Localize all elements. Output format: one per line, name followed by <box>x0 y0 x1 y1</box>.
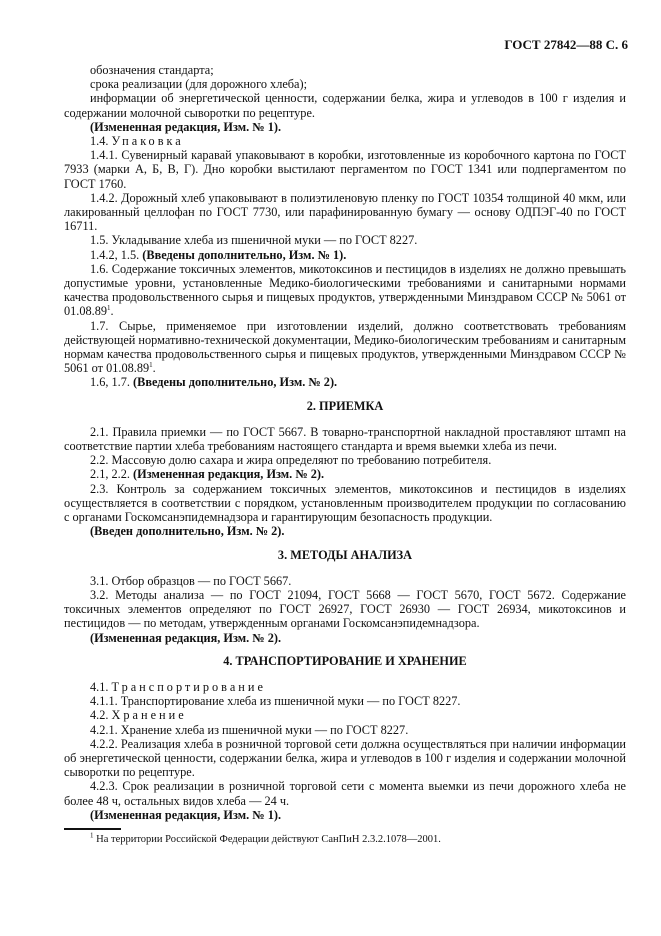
section-heading: 4. ТРАНСПОРТИРОВАНИЕ И ХРАНЕНИЕ <box>223 653 467 668</box>
paragraph <box>64 233 626 247</box>
paragraph <box>64 588 626 631</box>
paragraph <box>64 708 626 722</box>
footnote <box>64 833 626 846</box>
clause-number: 1.4. <box>90 134 109 149</box>
clause-number: 1.6, 1.7. <box>90 375 130 390</box>
paragraph <box>64 808 626 822</box>
document-body <box>64 63 626 822</box>
paragraph <box>64 723 626 737</box>
paragraph-text: 4.2.3. Срок реализации в розничной торговой сети с момента выемки из печи дорожного хлеба не более 48 ч, остальных видов хлеба — 24 ч. <box>64 779 626 808</box>
page-flow <box>64 63 626 846</box>
paragraph-text: 2.1. Правила приемки — по ГОСТ 5667. В товарно-транспортной накладной проставляют штамп на соответствие партии хлеба требованиям настоящего стандарта и время выемки хлеба из печи. <box>64 424 626 454</box>
footnote-mark: 1 <box>90 831 94 840</box>
paragraph <box>64 425 626 453</box>
paragraph <box>64 482 626 525</box>
paragraph-text: 3.1. Отбор образцов — по ГОСТ 5667. <box>90 573 292 588</box>
paragraph <box>64 779 626 807</box>
paragraph-tail: . <box>152 361 156 376</box>
paragraph <box>64 191 626 234</box>
paragraph-text: информации об энергетической ценности, содержании белка, жира и углеводов в 100 г изделия и содержании молочной сыворотки по рецептуре. <box>64 91 626 120</box>
paragraph <box>64 453 626 467</box>
paragraph <box>64 467 626 481</box>
amendment-note: (Измененная редакция, Изм. № 2). <box>90 630 282 645</box>
paragraph-text: 1.6. Содержание токсичных элементов, микотоксинов и пестицидов в изделиях не должно превышать допустимые уровни, установленные Медико-биологическими требованиями и санитарными нормами качества продовольственного сырья и пищевых продуктов, утвержденными Минздравом СССР № 5061 от 01.08.89 <box>64 261 626 319</box>
paragraph <box>64 631 626 645</box>
amendment-note: (Измененная редакция, Изм. № 1). <box>90 119 282 134</box>
paragraph-text: обозначения стандарта; <box>90 63 214 77</box>
clause-number: 4.2. <box>90 708 109 723</box>
paragraph <box>64 134 626 148</box>
paragraph-tail: . <box>110 304 114 319</box>
paragraph <box>64 63 626 77</box>
footnote-ref: 1 <box>107 304 111 313</box>
paragraph-text: 1.5. Укладывание хлеба из пшеничной муки — по ГОСТ 8227. <box>90 233 418 248</box>
subsection-title: Хранение <box>111 708 187 723</box>
paragraph <box>64 319 626 376</box>
paragraph <box>64 694 626 708</box>
amendment-note: (Измененная редакция, Изм. № 1). <box>90 807 282 822</box>
footnote-text: На территории Российской Федерации действуют СанПиН 2.3.2.1078—2001. <box>96 833 441 845</box>
amendment-note: (Измененная редакция, Изм. № 2). <box>133 467 325 482</box>
paragraph <box>64 375 626 389</box>
paragraph-text: 4.2.2. Реализация хлеба в розничной торговой сети должна осуществляться при наличии информации об энергетической ценности, содержании белка, жира и углеводов в 100 г изделия и содержании молочной сыворотки по рецептуре. <box>64 736 626 780</box>
paragraph-text: 1.4.1. Сувенирный каравай упаковывают в коробки, изготовленные из коробочного картона по ГОСТ 7933 (марки А, Б, В, Г). Дно коробки выстилают пергаментом по ГОСТ 1341 или подпергаментом по ГОСТ 1760. <box>64 148 626 191</box>
paragraph-text: 2.3. Контроль за содержанием токсичных элементов, микотоксинов и пестицидов в изделиях осуществляется в соответствии с порядком, установленным производителем продукции по согласованию с органами Госкомсанэпидемнадзора и гарантирующим безопасность продукции. <box>64 481 626 525</box>
paragraph <box>64 148 626 191</box>
amendment-note: (Введены дополнительно, Изм. № 1). <box>142 247 347 262</box>
amendment-note: (Введен дополнительно, Изм. № 2). <box>90 524 285 539</box>
paragraph-text: срока реализации (для дорожного хлеба); <box>90 77 308 92</box>
clause-number: 1.4.2, 1.5. <box>90 247 140 262</box>
footnote-ref: 1 <box>149 361 153 370</box>
paragraph <box>64 91 626 119</box>
section-heading: 3. МЕТОДЫ АНАЛИЗА <box>277 547 413 562</box>
paragraph <box>64 524 626 538</box>
paragraph-text: 4.1.1. Транспортирование хлеба из пшеничной муки — по ГОСТ 8227. <box>90 694 461 709</box>
subsection-title: Транспортирование <box>111 679 266 694</box>
paragraph-text: 4.2.1. Хранение хлеба из пшеничной муки — по ГОСТ 8227. <box>90 722 409 737</box>
paragraph-text: 3.2. Методы анализа — по ГОСТ 21094, ГОСТ 5668 — ГОСТ 5670, ГОСТ 5672. Содержание токсичных элементов определяют по ГОСТ 26927, ГОСТ 26930 — ГОСТ 26934, микотоксинов и пестицидов — по методам, утвержденным органами Госкомсанэпидемнадзора. <box>64 587 626 631</box>
paragraph <box>64 680 626 694</box>
paragraph <box>64 262 626 319</box>
paragraph-text: 2.2. Массовую долю сахара и жира определяют по требованию потребителя. <box>90 453 492 468</box>
paragraph <box>64 574 626 588</box>
paragraph <box>64 77 626 91</box>
clause-number: 2.1, 2.2. <box>90 467 130 482</box>
paragraph <box>64 737 626 780</box>
subsection-title: Упаковка <box>111 134 184 149</box>
footnote-divider <box>64 828 121 830</box>
page-header: ГОСТ 27842—88 С. 6 <box>504 37 628 52</box>
paragraph <box>64 248 626 262</box>
paragraph-text: 1.7. Сырье, применяемое при изготовлении изделий, должно соответствовать требованиям действующей нормативно-технической документации, Медико-биологическим требованиям и санитарным нормам качества продовольственного сырья и пищевых продуктов, утвержденными Минздравом СССР № 5061 от 01.08.89 <box>64 318 626 376</box>
clause-number: 4.1. <box>90 679 109 694</box>
section-heading: 2. ПРИЕМКА <box>306 398 384 413</box>
paragraph-text: 1.4.2. Дорожный хлеб упаковывают в полиэтиленовую пленку по ГОСТ 10354 толщиной 40 мкм, или лакированный целлофан по ГОСТ 7730, или парафинированную бумагу — основу ОДПЭГ-40 по ГОСТ 16711. <box>64 190 626 234</box>
amendment-note: (Введены дополнительно, Изм. № 2). <box>133 375 338 390</box>
paragraph <box>64 120 626 134</box>
